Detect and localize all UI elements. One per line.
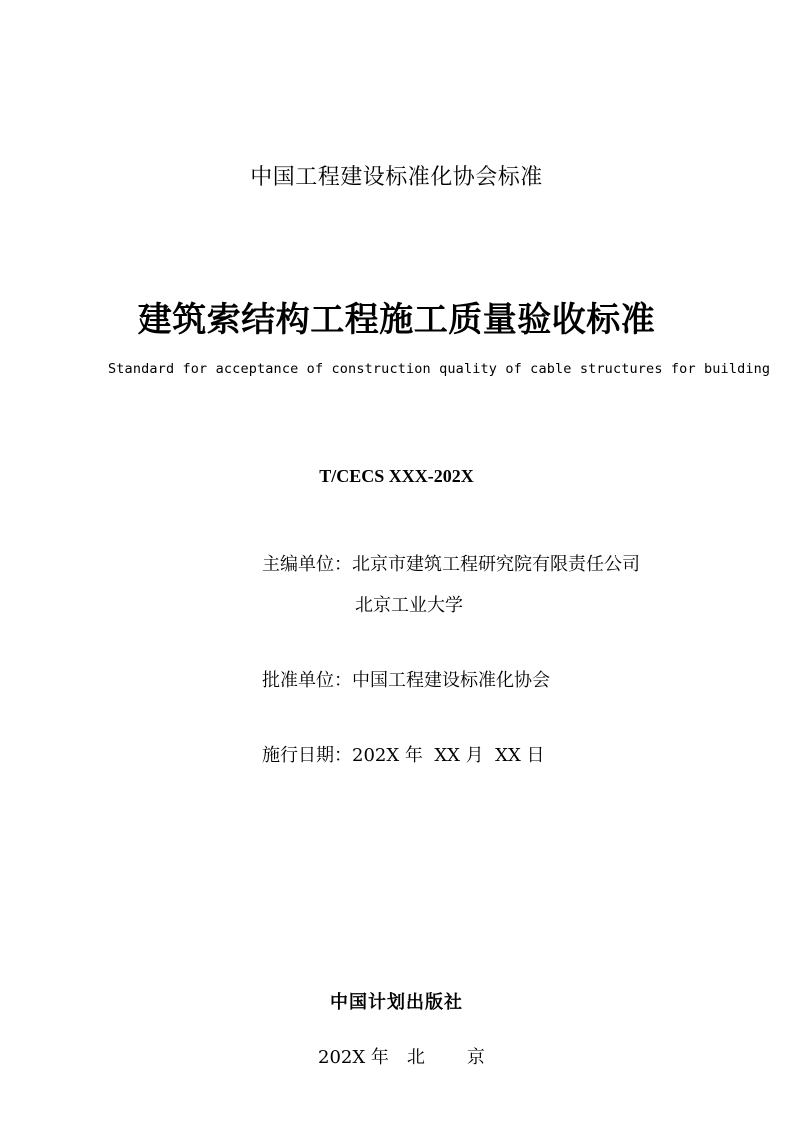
publication-year: 202X 年 (318, 1047, 389, 1068)
document-title: 建筑索结构工程施工质量验收标准 (137, 300, 656, 340)
chief-editor-value-2: 北京工业大学 (355, 595, 463, 616)
chief-editor-value-1: 北京市建筑工程研究院有限责任公司 (352, 554, 640, 575)
approval-value: 中国工程建设标准化协会 (352, 670, 550, 691)
document-title-english: Standard for acceptance of construction quality of cable structures for building (108, 361, 771, 377)
publication-city-char-1: 北 (406, 1047, 425, 1068)
publisher-name: 中国计划出版社 (330, 992, 463, 1013)
approval-row (262, 666, 550, 692)
publication-line (318, 1043, 485, 1069)
standard-code: T/CECS XXX-202X (319, 466, 474, 486)
chief-editor-row (262, 550, 640, 576)
effective-date-row (262, 741, 544, 767)
organization-standard-header: 中国工程建设标准化协会标准 (250, 165, 543, 190)
effective-date-value: 202X 年 XX 月 XX 日 (352, 745, 545, 766)
chief-editor-label: 主编单位： (262, 554, 352, 575)
approval-label: 批准单位： (262, 670, 352, 691)
effective-date-label: 施行日期： (262, 745, 352, 766)
publication-city-char-2: 京 (466, 1047, 485, 1068)
